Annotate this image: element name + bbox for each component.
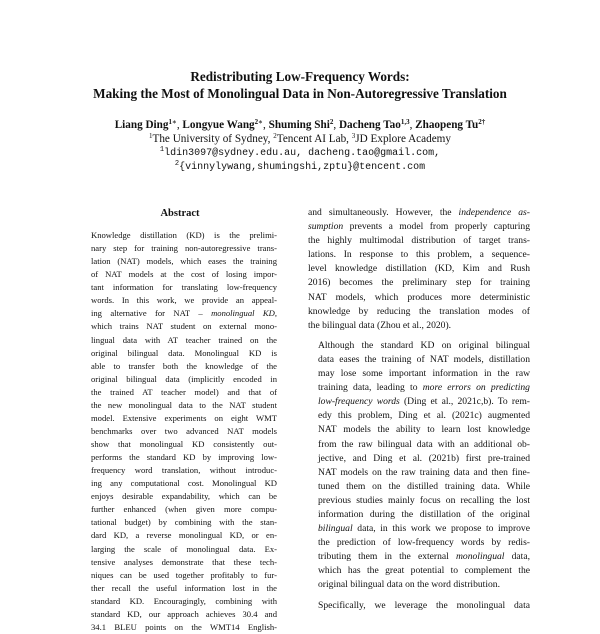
text-line: standard KD, our approach achieves 30.4 and bbox=[91, 608, 277, 619]
author-name: Liang Ding$^{1∗}$ bbox=[114, 118, 177, 131]
text-line: dard KD, a reverse monolingual KD, or en- bbox=[91, 530, 277, 541]
text-line: ing alternative for NAT – monolingual KD, bbox=[91, 308, 277, 319]
author-sup: 2† bbox=[478, 118, 486, 126]
text-line: which has the great potential to complement the bbox=[318, 565, 530, 577]
text-line: tributing them in the external monolingual data, bbox=[318, 551, 530, 563]
text-line: original bilingual data on the word distribution. bbox=[318, 579, 500, 591]
affiliation-list bbox=[0, 132, 600, 146]
author-sup: 1∗ bbox=[168, 118, 177, 126]
paper-title-line-2: Making the Most of Monolingual Data in Non-Autoregressive Translation bbox=[93, 86, 507, 101]
author-name: Longyue Wang$^{2∗}$ bbox=[182, 118, 263, 131]
email-text: {vinnylywang,shumingshi,zptu}@tencent.com bbox=[179, 162, 426, 173]
text-line: lations. In response to this problem, a sequence- bbox=[308, 249, 530, 261]
email-line-2 bbox=[0, 161, 600, 174]
text-line: larging the scale of monolingual data. Ex- bbox=[91, 543, 277, 554]
paragraph-1 bbox=[308, 206, 530, 333]
text-line: bilingual data, in this work we propose to improve bbox=[318, 523, 530, 535]
text-line: edy this problem, Ding et al. (2021c) augmented bbox=[318, 410, 530, 422]
text-line: training data, leading to more errors on predicting bbox=[318, 382, 530, 394]
author-sup: 1,3 bbox=[400, 118, 410, 126]
email-sup: 1 bbox=[159, 146, 165, 154]
text-line: tensive analyses demonstrate that these tech- bbox=[91, 556, 277, 567]
text-line: Knowledge distillation (KD) is the prelimi- bbox=[91, 230, 277, 240]
email-line-1 bbox=[0, 147, 600, 160]
text-line: show that monolingual KD consistently out- bbox=[91, 439, 277, 449]
affiliation-sup: 1 bbox=[149, 132, 153, 140]
text-line: NAT models on the raw training data and then fine- bbox=[318, 466, 530, 478]
text-line: tuned them on the distilled training data. While bbox=[318, 480, 530, 492]
text-line: original bilingual data. Monolingual KD is bbox=[91, 347, 277, 358]
text-line: performs the standard KD by improving low- bbox=[91, 452, 277, 463]
email-text: ldin3097@sydney.edu.au, dacheng.tao@gmail.com, bbox=[164, 148, 441, 159]
text-line: benchmarks over two advanced NAT models bbox=[91, 425, 277, 436]
text-line: frequency word translation, without introduc- bbox=[91, 465, 277, 476]
text-line: the trained AT teacher model) and that of bbox=[91, 386, 277, 397]
text-line: 2016) becomes the preliminary step for training bbox=[308, 277, 530, 289]
affiliation-sup: 2 bbox=[273, 132, 277, 140]
text-line: enjoys desirable expandability, which can be bbox=[91, 491, 277, 502]
text-line: standard KD. Encouragingly, combining with bbox=[91, 595, 277, 606]
text-line: information during the distillation of the original bbox=[318, 508, 530, 520]
author-name: Zhaopeng $Tu^{2\dagger}$ bbox=[415, 118, 486, 131]
affiliation-name: The University of Sydney, bbox=[152, 133, 271, 145]
text-line: niques can be used together profitably to fur- bbox=[91, 569, 277, 580]
text-line: NAT models, which produces more deterministic bbox=[308, 291, 530, 303]
text-line: level knowledge distillation (KD, Kim and Rush bbox=[308, 263, 530, 275]
author-sup: 2∗ bbox=[254, 118, 263, 126]
text-line: the bilingual data (Zhou et al., 2020). bbox=[308, 319, 452, 331]
text-line: able to transfer both the knowledge of the bbox=[91, 360, 277, 371]
paragraph-2 bbox=[308, 339, 530, 593]
abstract-heading: Abstract bbox=[160, 208, 200, 219]
text-line: NAT models the ability to learn lost knowledge bbox=[318, 424, 530, 436]
text-line: data eases the training of NAT models, distillation bbox=[318, 353, 530, 365]
paper-title-line-1: Redistributing Low-Frequency Words: bbox=[190, 69, 410, 84]
text-line: tant information for translating low-frequency bbox=[91, 282, 277, 293]
text-line: lingual data with AT teacher trained on the bbox=[91, 334, 277, 345]
text-line: low-frequency words (Ding et al., 2021c,b). To rem- bbox=[318, 396, 530, 408]
text-line: original bilingual data (implicitly encoded in bbox=[91, 373, 277, 384]
text-line: lation (NAT) models, which eases the training bbox=[91, 256, 277, 267]
text-line: of NAT models at the cost of losing impor- bbox=[91, 269, 277, 280]
author-sup: 2 bbox=[329, 118, 334, 126]
text-line: ing any computational cost. Monolingual KD bbox=[91, 478, 277, 489]
author-name: Shuming Shi$^2$ bbox=[268, 118, 334, 131]
text-line: words. In this work, we provide an appeal- bbox=[91, 295, 277, 306]
affiliation-name: Tencent AI Lab, bbox=[276, 133, 349, 145]
text-line: the prediction of low-frequency words by redis- bbox=[318, 537, 530, 549]
affiliation-sup: 3 bbox=[351, 132, 356, 140]
text-line: Although the standard KD on original bilingual bbox=[318, 339, 530, 351]
email-sup: 2 bbox=[174, 160, 180, 168]
text-line: model. Extensive experiments on eight WMT bbox=[91, 412, 277, 423]
text-line: may lose some important information in the raw bbox=[318, 368, 530, 380]
text-line: and simultaneously. However, the independence as- bbox=[308, 207, 530, 218]
text-line: previous studies mainly focus on recalling the lost bbox=[318, 494, 530, 506]
text-line: further enhanced (when given more compu- bbox=[91, 504, 277, 515]
text-line: the new monolingual data to the NAT student bbox=[91, 399, 277, 410]
affiliation-name: JD Explore Academy bbox=[355, 133, 451, 145]
paragraph-3 bbox=[308, 599, 530, 613]
text-line: Specifically, we leverage the monolingual data bbox=[318, 599, 530, 611]
introduction-column bbox=[308, 206, 530, 613]
text-line: tational budget) by combining with the stan- bbox=[91, 517, 277, 528]
text-line: knowledge by reducing the translation modes of bbox=[308, 305, 530, 317]
text-line: ther recall the useful information lost in the bbox=[91, 582, 277, 593]
text-line: nary step for training non-autoregressive trans- bbox=[91, 243, 277, 254]
abstract-body bbox=[91, 229, 277, 634]
author-name: Dacheng Tao$^{1,3}$ bbox=[338, 118, 410, 131]
text-line: jective, and Ding et al. (2021b) first pre-trained bbox=[318, 452, 530, 464]
text-line: which trains NAT student on external mono- bbox=[91, 321, 277, 332]
text-line: sumption prevents a model from properly capturing bbox=[308, 221, 530, 233]
text-line: 34.1 BLEU points on the WMT14 English- bbox=[91, 621, 277, 632]
text-line: from the raw bilingual data with an additional ob- bbox=[318, 438, 530, 450]
author-list: Liang Ding$^{1∗}$, Longyue Wang$^{2∗}$, Shuming Shi$^2$, Dacheng Tao$^{1,3}$, Zhaopeng $Tu^{2\dagger}$ bbox=[114, 118, 486, 131]
text-line: the highly multimodal distribution of target trans- bbox=[308, 235, 530, 247]
